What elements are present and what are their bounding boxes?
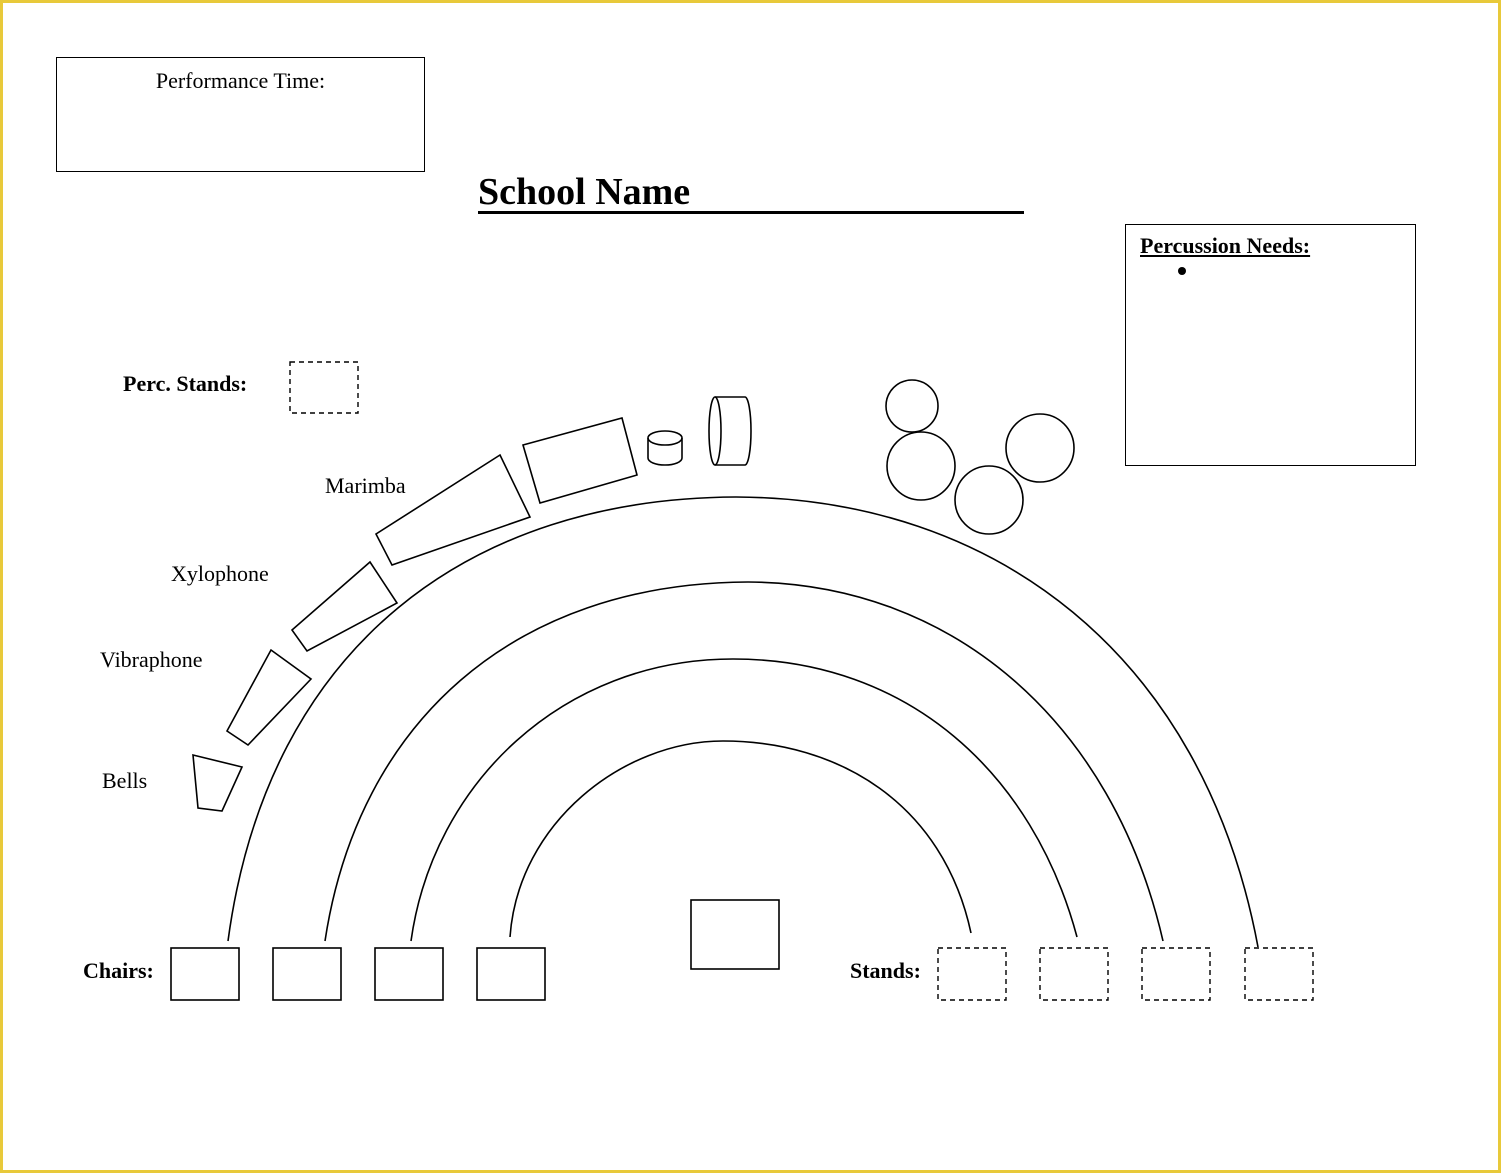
timpani-cabinet [523,418,637,503]
perc-stands-label: Perc. Stands: [123,371,248,396]
seating-row-arc-2 [325,582,1163,941]
xylophone-instrument [292,562,397,651]
marimba-label: Marimba [325,473,406,498]
conductor-podium [691,900,779,969]
seating-diagram [3,3,1498,1170]
timpani-drum-icon [955,466,1023,534]
seating-row-arc-3 [411,659,1077,941]
xylophone-label: Xylophone [171,561,269,586]
bass-drum-icon [709,397,751,465]
stand-box [1040,948,1108,1000]
percussion-needs-title: Percussion Needs: [1140,233,1311,258]
chairs-label: Chairs: [83,958,154,983]
perc-stand-box [290,362,358,413]
chair-box [171,948,239,1000]
seating-chart-page [3,3,1498,1170]
timpani-drum-icon [1006,414,1074,482]
marimba-instrument [376,455,530,565]
seating-row-arc-4 [510,741,971,937]
snare-drum-icon [648,431,682,465]
chair-box [375,948,443,1000]
seating-row-arc-1 [228,497,1258,947]
chair-box [477,948,545,1000]
vibraphone-instrument [227,650,311,745]
timpani-drum-icon [886,380,938,432]
school-name-title: School Name [478,171,1024,214]
stand-box [1245,948,1313,1000]
vibraphone-label: Vibraphone [100,647,203,672]
performance-time-label: Performance Time: [155,68,326,93]
bells-instrument [193,755,242,811]
stand-box [938,948,1006,1000]
timpani-drum-icon [887,432,955,500]
bells-label: Bells [102,768,148,793]
chair-box [273,948,341,1000]
stands-label: Stands: [850,958,921,983]
stand-box [1142,948,1210,1000]
